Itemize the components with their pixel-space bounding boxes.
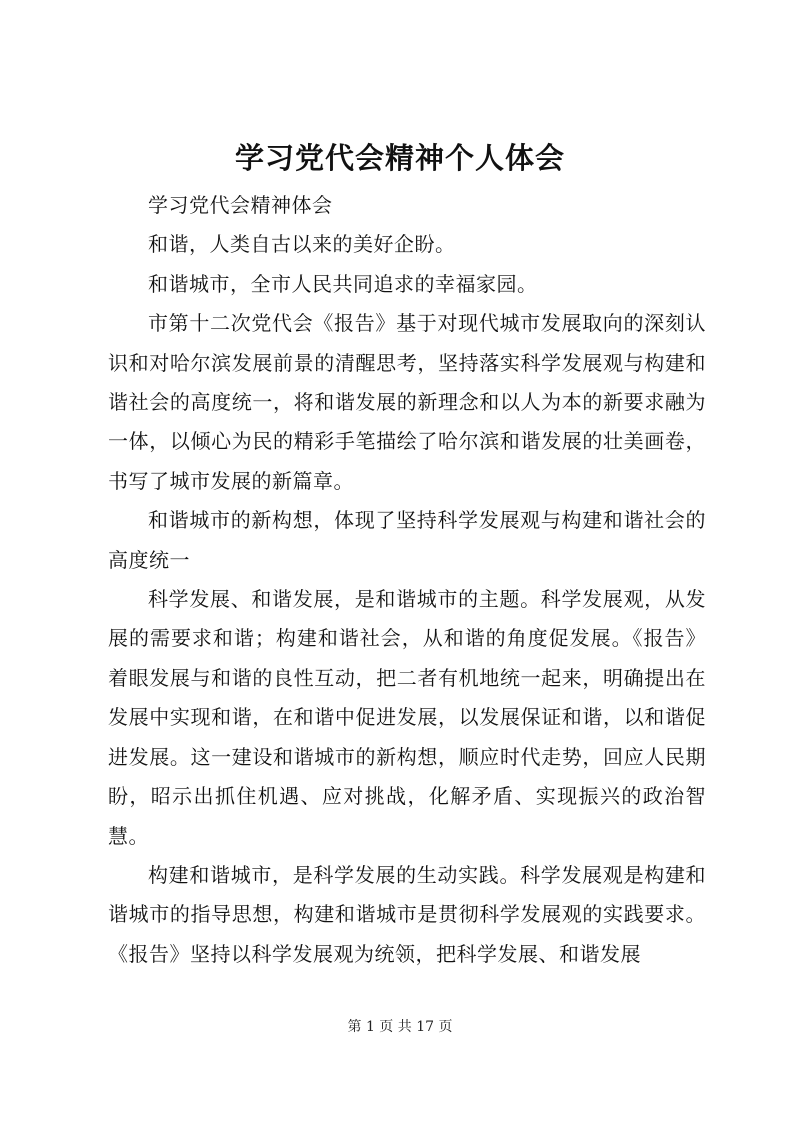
- paragraph: 和谐城市的新构想，体现了坚持科学发展观与构建和谐社会的高度统一: [108, 508, 706, 572]
- paragraph: 构建和谐城市，是科学发展的生动实践。科学发展观是构建和谐城市的指导思想，构建和谐城市是贯彻科学发展观的实践要求。《报告》坚持以科学发展观为统领，把科学发展、和谐发展: [108, 862, 706, 966]
- page-number-footer: 第 1 页 共 17 页: [347, 1019, 453, 1035]
- paragraph-subtitle: 学习党代会精神体会: [148, 193, 333, 217]
- document-title: 学习党代会精神个人体会: [234, 141, 565, 175]
- document-body: [108, 186, 706, 974]
- paragraph: 科学发展、和谐发展，是和谐城市的主题。科学发展观，从发展的需要求和谐；构建和谐社会，从和谐的角度促发展。《报告》着眼发展与和谐的良性互动，把二者有机地统一起来，明确提出在发展中实现和谐，在和谐中促进发展，以发展保证和谐，以和谐促进发展。这一建设和谐城市的新构想，顺应时代走势，回应人民期盼，昭示出抓住机遇、应对挑战，化解矛盾、实现振兴的政治智慧。: [108, 587, 706, 848]
- paragraph: 市第十二次党代会《报告》基于对现代城市发展取向的深刻认识和对哈尔滨发展前景的清醒思考，坚持落实科学发展观与构建和谐社会的高度统一，将和谐发展的新理念和以人为本的新要求融为一体，以倾心为民的精彩手笔描绘了哈尔滨和谐发展的壮美画卷，书写了城市发展的新篇章。: [108, 311, 706, 493]
- paragraph: 和谐城市，全市人民共同追求的幸福家园。: [148, 271, 538, 296]
- paragraph: 和谐，人类自古以来的美好企盼。: [148, 232, 456, 257]
